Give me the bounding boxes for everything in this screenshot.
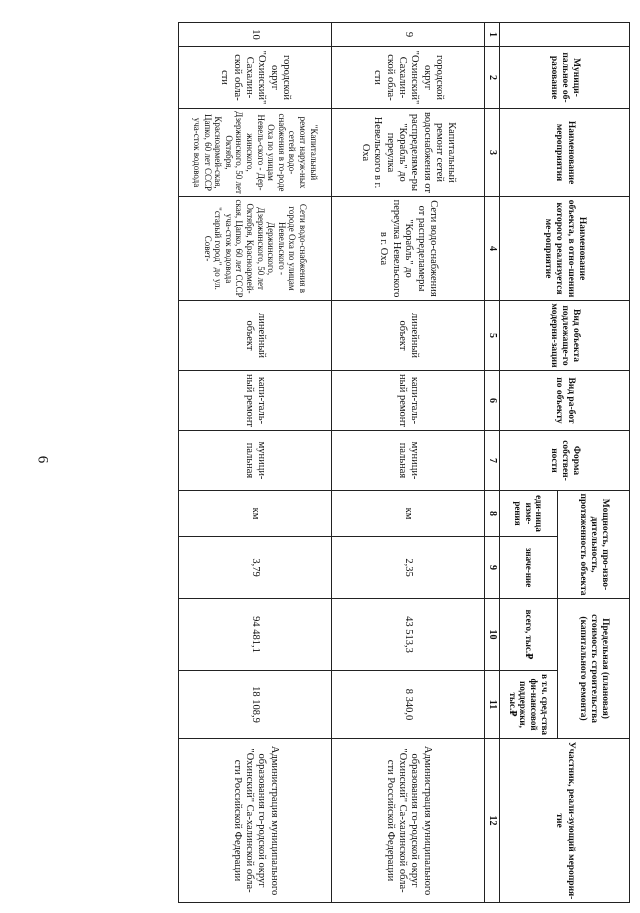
header-object-name: Наименование объекта, в отно-шении которого реализуется ме-роприятие bbox=[500, 197, 630, 301]
row-number: 9 bbox=[332, 23, 485, 47]
column-number: 9 bbox=[485, 537, 500, 599]
work-type-cell: капи-таль-ный ремонт bbox=[179, 371, 332, 431]
header-municipality: Муници-пальное об-разование bbox=[500, 47, 630, 109]
total-cost-cell: 43 513,3 bbox=[332, 599, 485, 671]
row-number: 10 bbox=[179, 23, 332, 47]
column-number: 4 bbox=[485, 197, 500, 301]
column-number: 12 bbox=[485, 739, 500, 903]
ownership-cell: муници-пальная bbox=[332, 431, 485, 491]
rotated-table bbox=[191, 22, 630, 902]
header-event-name: Наименование мероприятия bbox=[500, 109, 630, 197]
header-cost: Предельная (плановая) стоимость строительства (капитального ремонта) bbox=[558, 599, 630, 739]
value-cell: 2,35 bbox=[332, 537, 485, 599]
support-cost-cell: 18 108,9 bbox=[179, 671, 332, 739]
header-capacity-value: значе-ние bbox=[500, 537, 558, 599]
header-index bbox=[500, 23, 630, 47]
header-work-type: Вид ра-бот по объекту bbox=[500, 371, 630, 431]
header-participant: Участник, реали-зующий мероприя-тие bbox=[500, 739, 630, 903]
municipality-cell: городской округ "Охинский" Сахалин-ской обла-сти bbox=[332, 47, 485, 109]
total-cost-cell: 94 481,1 bbox=[179, 599, 332, 671]
column-number: 5 bbox=[485, 301, 500, 371]
column-number: 10 bbox=[485, 599, 500, 671]
table-row bbox=[179, 23, 332, 903]
header-object-type: Вид объекта подлежаще-го модерни-зации bbox=[500, 301, 630, 371]
header-cost-support: в т.ч. сред-ства фи-нансовой поддержки, тыс.₽ bbox=[500, 671, 558, 739]
event-cell: "Капитальный ремонт наруж-ных сетей водо-снабжения в го-роде Оха по улицам Невель-ского - Дер-жинского, Дзержинского, 50 лет Октября, Красноармей-ская, Цапко, 60 лет СССР уча-сток водовода bbox=[179, 109, 332, 197]
column-number-row bbox=[485, 23, 500, 903]
participant-cell: Администрация муниципального образования го-родской округ "Охинский" Са-халинской обла-сти Российской Федерации bbox=[332, 739, 485, 903]
ownership-cell: муници-пальная bbox=[179, 431, 332, 491]
header-cost-total: всего, тыс.₽ bbox=[500, 599, 558, 671]
object-type-cell: линейный объект bbox=[332, 301, 485, 371]
value-cell: 3,79 bbox=[179, 537, 332, 599]
program-table bbox=[178, 22, 630, 903]
unit-cell: км bbox=[332, 491, 485, 537]
unit-cell: км bbox=[179, 491, 332, 537]
column-number: 11 bbox=[485, 671, 500, 739]
column-number: 3 bbox=[485, 109, 500, 197]
header-capacity-unit: еди-ница изме-рения bbox=[500, 491, 558, 537]
municipality-cell: городской округ "Охинский" Сахалин-ской обла-сти bbox=[179, 47, 332, 109]
event-cell: Капитальный ремонт сетей водоснабжения от распределяме-ры "Корабль" до переулка Невельского в г. Оха bbox=[332, 109, 485, 197]
work-type-cell: капи-таль-ный ремонт bbox=[332, 371, 485, 431]
column-number: 7 bbox=[485, 431, 500, 491]
header-row-1 bbox=[558, 23, 630, 903]
column-number: 2 bbox=[485, 47, 500, 109]
header-ownership: Форма собствен-ности bbox=[500, 431, 630, 491]
column-number: 8 bbox=[485, 491, 500, 537]
header-capacity: Мощность, про-изво-дительность, протяженность объекта bbox=[558, 491, 630, 599]
object-type-cell: линейный объект bbox=[179, 301, 332, 371]
column-number: 1 bbox=[485, 23, 500, 47]
object-cell: Сети водо-снабжения от распределамеры "Корабль" до переулка Невельского в г. Оха bbox=[332, 197, 485, 301]
support-cost-cell: 8 340,0 bbox=[332, 671, 485, 739]
participant-cell: Администрация муниципального образования го-родской округ "Охинский" Са-халинской обла-сти Российской Федерации bbox=[179, 739, 332, 903]
table-row bbox=[332, 23, 485, 903]
object-cell: Сети водо-снабжения в городе Оха по улицам Невельского - Держинского, Дзержинского, 50 лет Октября, Красноармей-ская, Цапко, 60 лет СССР уча-сток водовода "старый город" до ул. Совет- bbox=[179, 197, 332, 301]
column-number: 6 bbox=[485, 371, 500, 431]
page-number: 6 bbox=[34, 455, 51, 464]
table-container bbox=[191, 22, 630, 902]
